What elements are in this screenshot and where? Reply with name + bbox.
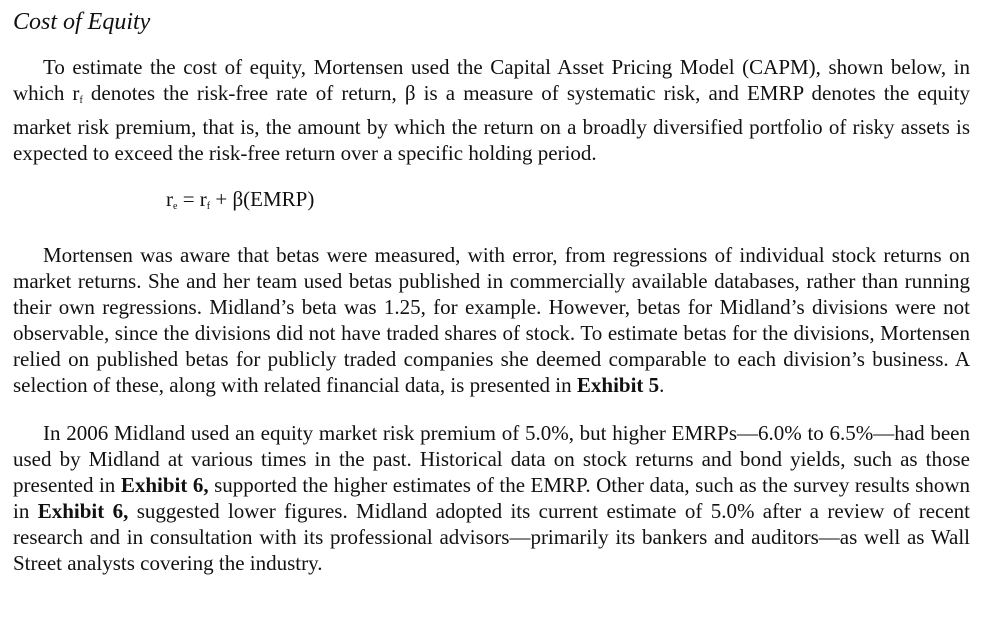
p2-text: Mortensen was aware that betas were measured, with error, from regressions of individual stock returns on market returns. She and her team used betas published in commercially available databases, rather than running their own regressions. Midland’s beta was 1.25, for example. However, betas for Midland’s divisions were not observable, since the divisions did not have traded shares of stock. To estimate betas for the divisions, Mortensen relied on published betas for publicly traded companies she deemed comparable to each division’s business. A selection of these, along with related financial data, is presented in (13, 243, 970, 397)
section-heading: Cost of Equity (13, 9, 151, 35)
exhibit-6-reference-2: Exhibit 6, (37, 499, 129, 523)
p2-end: . (659, 373, 665, 397)
formula-equals: = r (177, 187, 207, 211)
paragraph-betas (13, 242, 970, 398)
exhibit-5-reference: Exhibit 5 (576, 373, 660, 397)
formula-lhs: r (166, 187, 173, 211)
p1-text-b: denotes the risk-free rate of return, β is a measure of systematic risk, and EMRP denotes the equity market risk premium, that is, the amount by which the return on a broadly diversified portfolio of risky assets is expected to exceed the risk-free return over a specific holding period. (13, 81, 970, 165)
paragraph-emrp (13, 420, 970, 576)
paragraph-capm-intro (13, 54, 970, 166)
p3-text-a: In 2006 Midland used an equity market risk premium of 5.0%, but higher EMRPs—6.0% to 6.5%—had been used by Midland at various times in the past. Historical data on stock returns and bond yields, such as those presented in (13, 421, 970, 497)
p3-text-b: supported the higher estimates of the EMRP. Other data, such as the survey results shown in (13, 473, 970, 523)
capm-formula (166, 186, 970, 220)
p1-text-a: To estimate the cost of equity, Mortensen used the Capital Asset Pricing Model (CAPM), shown below, in which r (13, 55, 970, 105)
formula-lhs-subscript: e (173, 201, 178, 212)
exhibit-6-reference-1: Exhibit 6, (120, 473, 209, 497)
formula-rf-subscript: f (206, 201, 211, 212)
formula-rhs: + β(EMRP) (210, 187, 315, 211)
p3-text-c: suggested lower figures. Midland adopted its current estimate of 5.0% after a review of recent research and in consultation with its professional advisors—primarily its bankers and auditors—as well as Wall Street analysts covering the industry. (13, 499, 970, 575)
rf-subscript: f (79, 95, 83, 106)
